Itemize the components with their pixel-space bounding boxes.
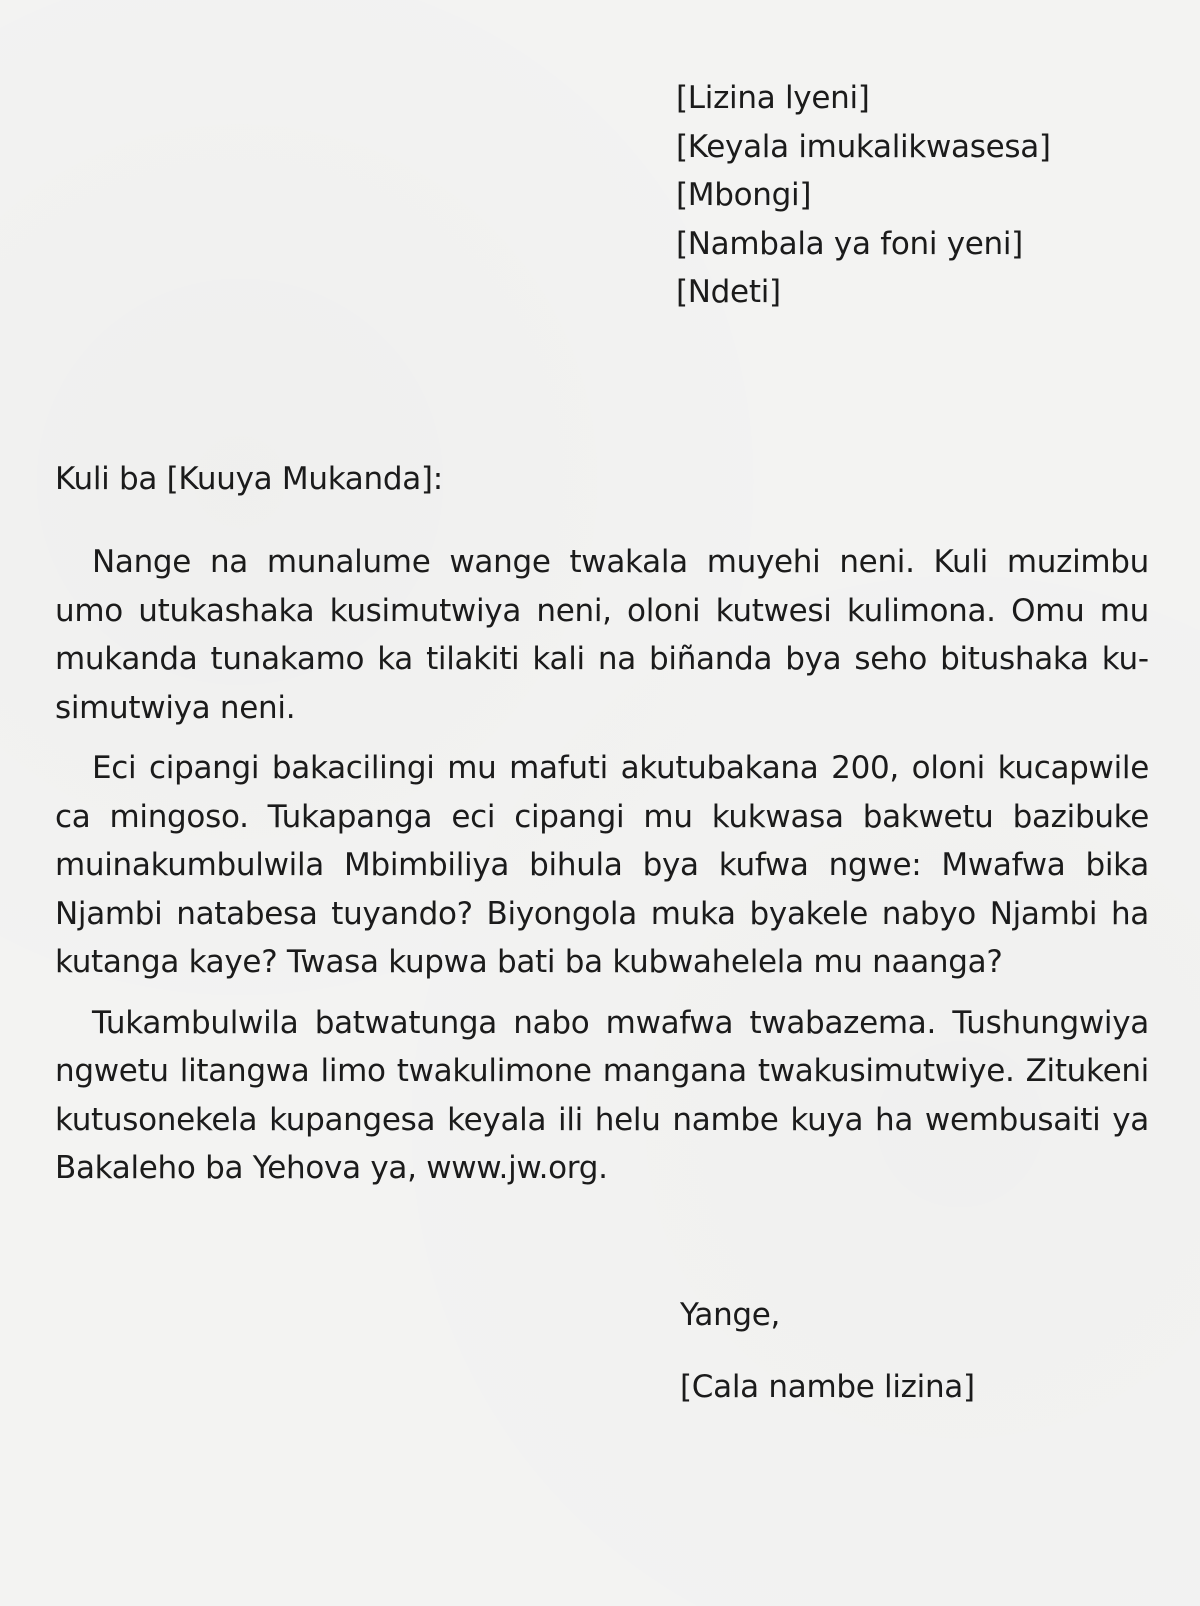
salutation: Kuli ba [Kuuya Mukanda]:: [55, 461, 443, 497]
sender-phone: [Nambala ya foni yeni]: [676, 225, 1023, 262]
letter-body: [55, 538, 1149, 1205]
closing: Yange,: [680, 1297, 781, 1333]
sender-address-block: [676, 74, 1051, 317]
sender-street-address: [Keyala imukalikwasesa]: [676, 128, 1051, 165]
body-paragraph-1: Nange na munalume wange twakala muyehi neni. Kuli muzimbu umo utukashaka kusimutwiya neni, oloni kutwesi kulimona. Omu mu mukanda tunakamo ka tilakiti kali na biñanda bya seho bitushaka kusimutwiya neni.: [55, 544, 1149, 726]
signature-placeholder: [Cala nambe lizina]: [680, 1369, 975, 1405]
body-paragraph-3: Tukambulwila batwatunga nabo mwafwa twabazema. Tushungwiya ngwetu litangwa limo twakulimone mangana twakusimutwiye. Zitukeni kutusonekela kupangesa keyala ili helu nambe kuya ha wembusaiti ya Bakaleho ba Yehova ya, www.jw.org.: [55, 1004, 1149, 1186]
sender-city: [Mbongi]: [676, 177, 812, 213]
body-paragraph-2: Eci cipangi bakacilingi mu mafuti akutubakana 200, oloni kucapwile ca mingoso. Tukapanga eci cipangi mu kukwasa bakwetu bazibuke muinakumbulwila Mbimbiliya bihula bya kufwa ngwe: Mwafwa bika Njambi natabesa tuyando? Biyongola muka byakele nabyo Njambi ha kutanga kaye? Twasa kupwa bati ba kubwahelela mu naanga?: [55, 750, 1149, 980]
letter-date: [Ndeti]: [676, 274, 781, 310]
sender-name: [Lizina lyeni]: [676, 80, 870, 116]
